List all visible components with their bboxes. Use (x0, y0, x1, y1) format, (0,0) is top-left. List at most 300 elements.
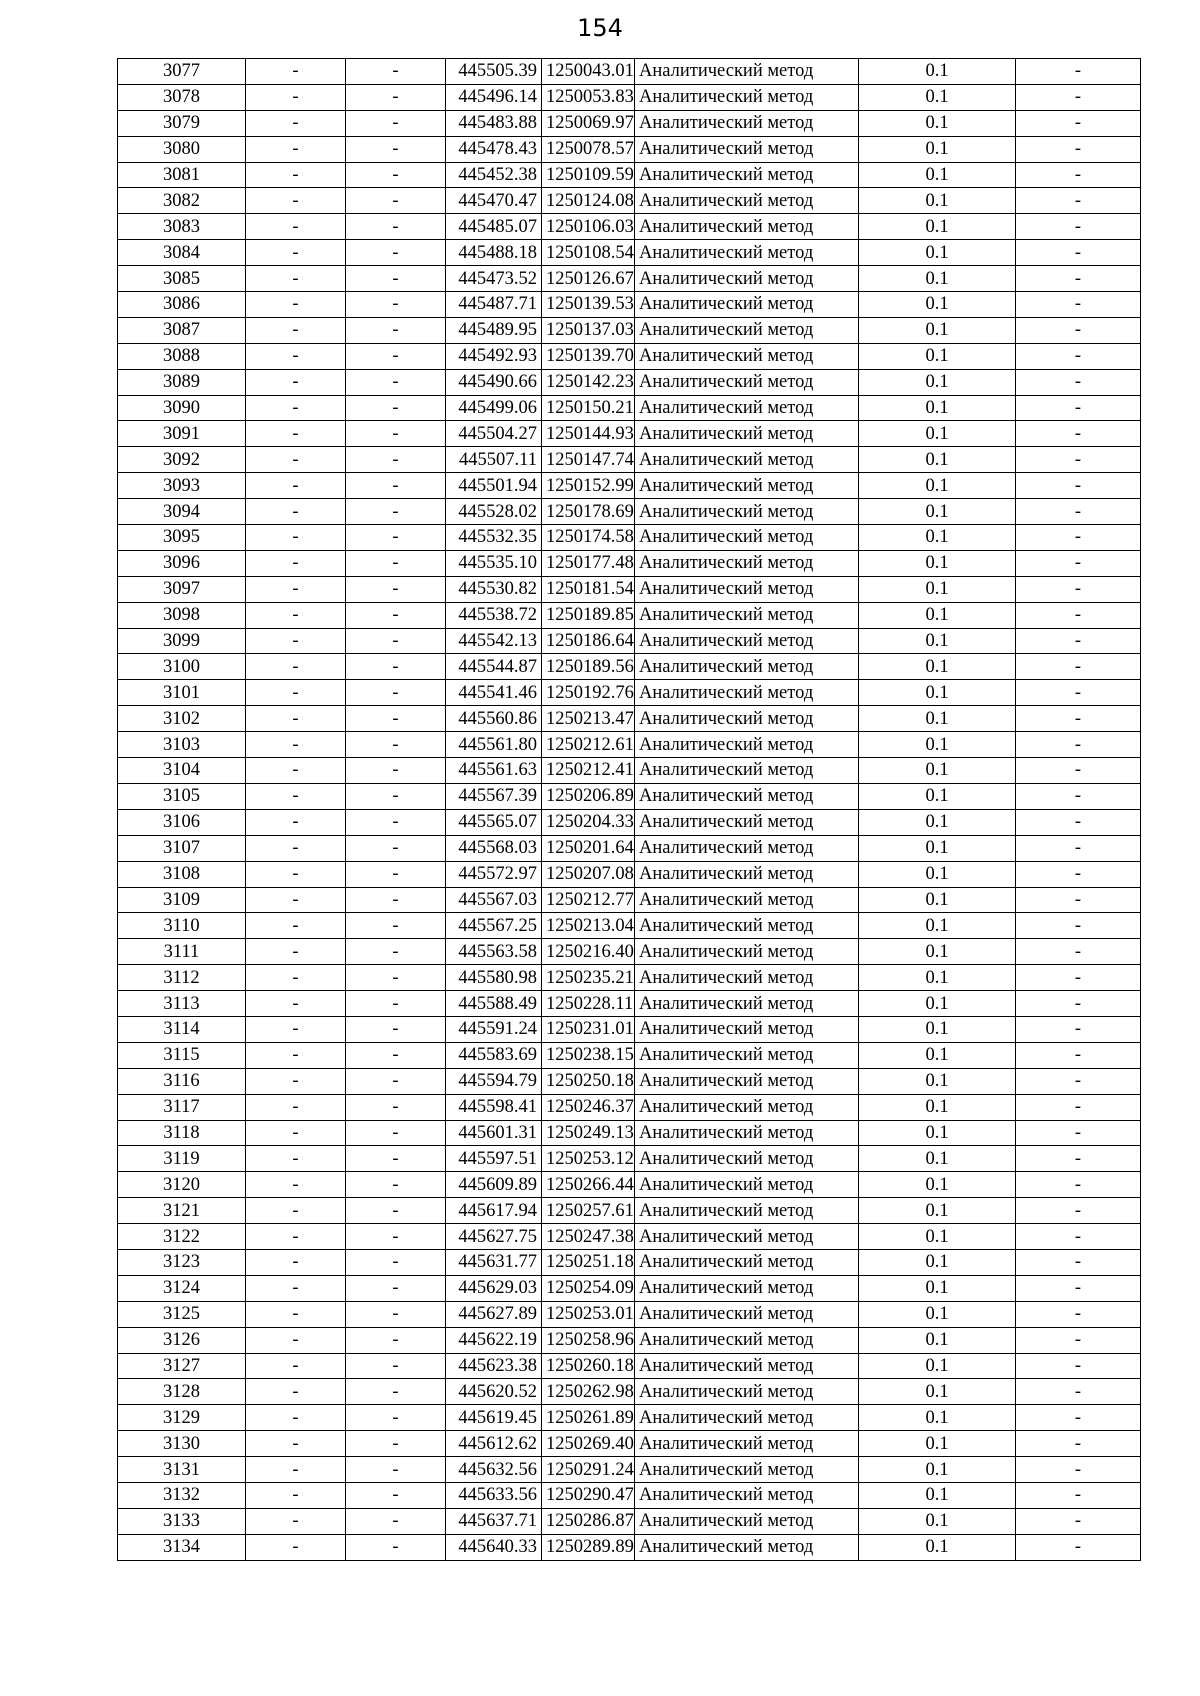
point-number-cell: 3125 (118, 1301, 246, 1327)
y-coordinate-cell: 1250201.64 (542, 835, 635, 861)
y-coordinate-cell: 1250290.47 (542, 1482, 635, 1508)
point-number-cell: 3128 (118, 1379, 246, 1405)
y-coordinate-cell: 1250212.41 (542, 758, 635, 784)
col-2-cell: - (246, 628, 346, 654)
col-3-cell: - (346, 395, 446, 421)
accuracy-cell: 0.1 (859, 809, 1016, 835)
col-8-cell: - (1016, 1146, 1141, 1172)
table-row (118, 1120, 1141, 1146)
accuracy-cell: 0.1 (859, 1301, 1016, 1327)
y-coordinate-cell: 1250261.89 (542, 1405, 635, 1431)
method-cell: Аналитический метод (635, 1379, 859, 1405)
col-2-cell: - (246, 1120, 346, 1146)
method-cell: Аналитический метод (635, 188, 859, 214)
table-row (118, 317, 1141, 343)
x-coordinate-cell: 445598.41 (446, 1094, 542, 1120)
x-coordinate-cell: 445489.95 (446, 317, 542, 343)
method-cell: Аналитический метод (635, 369, 859, 395)
y-coordinate-cell: 1250247.38 (542, 1224, 635, 1250)
col-2-cell: - (246, 421, 346, 447)
col-2-cell: - (246, 809, 346, 835)
table-row (118, 758, 1141, 784)
accuracy-cell: 0.1 (859, 136, 1016, 162)
y-coordinate-cell: 1250289.89 (542, 1534, 635, 1560)
x-coordinate-cell: 445591.24 (446, 1016, 542, 1042)
col-3-cell: - (346, 1094, 446, 1120)
accuracy-cell: 0.1 (859, 473, 1016, 499)
point-number-cell: 3079 (118, 110, 246, 136)
table-row (118, 991, 1141, 1017)
point-number-cell: 3088 (118, 343, 246, 369)
y-coordinate-cell: 1250124.08 (542, 188, 635, 214)
table-row (118, 1353, 1141, 1379)
point-number-cell: 3123 (118, 1249, 246, 1275)
accuracy-cell: 0.1 (859, 861, 1016, 887)
y-coordinate-cell: 1250216.40 (542, 939, 635, 965)
method-cell: Аналитический метод (635, 266, 859, 292)
method-cell: Аналитический метод (635, 84, 859, 110)
method-cell: Аналитический метод (635, 1534, 859, 1560)
y-coordinate-cell: 1250260.18 (542, 1353, 635, 1379)
x-coordinate-cell: 445561.80 (446, 732, 542, 758)
col-8-cell: - (1016, 499, 1141, 525)
method-cell: Аналитический метод (635, 939, 859, 965)
y-coordinate-cell: 1250253.01 (542, 1301, 635, 1327)
table-row (118, 680, 1141, 706)
accuracy-cell: 0.1 (859, 991, 1016, 1017)
col-3-cell: - (346, 680, 446, 706)
col-3-cell: - (346, 939, 446, 965)
accuracy-cell: 0.1 (859, 1457, 1016, 1483)
col-8-cell: - (1016, 1301, 1141, 1327)
x-coordinate-cell: 445627.75 (446, 1224, 542, 1250)
point-number-cell: 3085 (118, 266, 246, 292)
table-row (118, 84, 1141, 110)
page-number: 154 (577, 14, 623, 42)
method-cell: Аналитический метод (635, 550, 859, 576)
col-2-cell: - (246, 732, 346, 758)
col-2-cell: - (246, 240, 346, 266)
x-coordinate-cell: 445572.97 (446, 861, 542, 887)
point-number-cell: 3098 (118, 602, 246, 628)
accuracy-cell: 0.1 (859, 84, 1016, 110)
point-number-cell: 3099 (118, 628, 246, 654)
y-coordinate-cell: 1250144.93 (542, 421, 635, 447)
point-number-cell: 3127 (118, 1353, 246, 1379)
method-cell: Аналитический метод (635, 1482, 859, 1508)
x-coordinate-cell: 445452.38 (446, 162, 542, 188)
col-8-cell: - (1016, 783, 1141, 809)
table-row (118, 292, 1141, 318)
accuracy-cell: 0.1 (859, 1353, 1016, 1379)
method-cell: Аналитический метод (635, 732, 859, 758)
method-cell: Аналитический метод (635, 110, 859, 136)
table-row (118, 550, 1141, 576)
method-cell: Аналитический метод (635, 1327, 859, 1353)
point-number-cell: 3094 (118, 499, 246, 525)
col-8-cell: - (1016, 1534, 1141, 1560)
col-2-cell: - (246, 317, 346, 343)
point-number-cell: 3116 (118, 1068, 246, 1094)
col-2-cell: - (246, 1016, 346, 1042)
y-coordinate-cell: 1250069.97 (542, 110, 635, 136)
col-2-cell: - (246, 1534, 346, 1560)
point-number-cell: 3091 (118, 421, 246, 447)
method-cell: Аналитический метод (635, 421, 859, 447)
x-coordinate-cell: 445637.71 (446, 1508, 542, 1534)
y-coordinate-cell: 1250213.47 (542, 706, 635, 732)
method-cell: Аналитический метод (635, 680, 859, 706)
y-coordinate-cell: 1250251.18 (542, 1249, 635, 1275)
x-coordinate-cell: 445609.89 (446, 1172, 542, 1198)
col-8-cell: - (1016, 1275, 1141, 1301)
y-coordinate-cell: 1250246.37 (542, 1094, 635, 1120)
point-number-cell: 3090 (118, 395, 246, 421)
x-coordinate-cell: 445542.13 (446, 628, 542, 654)
col-8-cell: - (1016, 732, 1141, 758)
method-cell: Аналитический метод (635, 991, 859, 1017)
accuracy-cell: 0.1 (859, 654, 1016, 680)
table-row (118, 421, 1141, 447)
col-3-cell: - (346, 1379, 446, 1405)
point-number-cell: 3132 (118, 1482, 246, 1508)
col-8-cell: - (1016, 1198, 1141, 1224)
col-3-cell: - (346, 1198, 446, 1224)
method-cell: Аналитический метод (635, 1094, 859, 1120)
point-number-cell: 3081 (118, 162, 246, 188)
col-2-cell: - (246, 84, 346, 110)
method-cell: Аналитический метод (635, 214, 859, 240)
point-number-cell: 3107 (118, 835, 246, 861)
x-coordinate-cell: 445560.86 (446, 706, 542, 732)
point-number-cell: 3131 (118, 1457, 246, 1483)
col-8-cell: - (1016, 654, 1141, 680)
y-coordinate-cell: 1250213.04 (542, 913, 635, 939)
col-3-cell: - (346, 499, 446, 525)
col-2-cell: - (246, 1094, 346, 1120)
method-cell: Аналитический метод (635, 1405, 859, 1431)
x-coordinate-cell: 445505.39 (446, 59, 542, 85)
y-coordinate-cell: 1250137.03 (542, 317, 635, 343)
x-coordinate-cell: 445528.02 (446, 499, 542, 525)
y-coordinate-cell: 1250043.01 (542, 59, 635, 85)
col-3-cell: - (346, 1327, 446, 1353)
col-2-cell: - (246, 266, 346, 292)
col-2-cell: - (246, 369, 346, 395)
y-coordinate-cell: 1250249.13 (542, 1120, 635, 1146)
method-cell: Аналитический метод (635, 758, 859, 784)
accuracy-cell: 0.1 (859, 499, 1016, 525)
table-row (118, 343, 1141, 369)
col-2-cell: - (246, 525, 346, 551)
point-number-cell: 3084 (118, 240, 246, 266)
col-2-cell: - (246, 1405, 346, 1431)
point-number-cell: 3093 (118, 473, 246, 499)
col-8-cell: - (1016, 292, 1141, 318)
table-row (118, 1094, 1141, 1120)
method-cell: Аналитический метод (635, 628, 859, 654)
method-cell: Аналитический метод (635, 1508, 859, 1534)
table-row (118, 447, 1141, 473)
x-coordinate-cell: 445617.94 (446, 1198, 542, 1224)
col-2-cell: - (246, 913, 346, 939)
point-number-cell: 3109 (118, 887, 246, 913)
table-body (118, 59, 1141, 1561)
col-2-cell: - (246, 1146, 346, 1172)
col-3-cell: - (346, 965, 446, 991)
point-number-cell: 3110 (118, 913, 246, 939)
x-coordinate-cell: 445492.93 (446, 343, 542, 369)
y-coordinate-cell: 1250126.67 (542, 266, 635, 292)
col-8-cell: - (1016, 1431, 1141, 1457)
x-coordinate-cell: 445532.35 (446, 525, 542, 551)
col-8-cell: - (1016, 473, 1141, 499)
point-number-cell: 3086 (118, 292, 246, 318)
table-row (118, 1379, 1141, 1405)
col-3-cell: - (346, 525, 446, 551)
y-coordinate-cell: 1250212.77 (542, 887, 635, 913)
x-coordinate-cell: 445631.77 (446, 1249, 542, 1275)
col-8-cell: - (1016, 706, 1141, 732)
col-8-cell: - (1016, 188, 1141, 214)
method-cell: Аналитический метод (635, 965, 859, 991)
y-coordinate-cell: 1250207.08 (542, 861, 635, 887)
table-row (118, 1068, 1141, 1094)
x-coordinate-cell: 445487.71 (446, 292, 542, 318)
y-coordinate-cell: 1250147.74 (542, 447, 635, 473)
col-2-cell: - (246, 1327, 346, 1353)
col-2-cell: - (246, 576, 346, 602)
col-2-cell: - (246, 783, 346, 809)
method-cell: Аналитический метод (635, 1198, 859, 1224)
point-number-cell: 3097 (118, 576, 246, 602)
x-coordinate-cell: 445565.07 (446, 809, 542, 835)
col-3-cell: - (346, 369, 446, 395)
col-3-cell: - (346, 1042, 446, 1068)
col-3-cell: - (346, 1534, 446, 1560)
method-cell: Аналитический метод (635, 1146, 859, 1172)
accuracy-cell: 0.1 (859, 680, 1016, 706)
accuracy-cell: 0.1 (859, 395, 1016, 421)
col-3-cell: - (346, 1120, 446, 1146)
accuracy-cell: 0.1 (859, 214, 1016, 240)
col-8-cell: - (1016, 214, 1141, 240)
col-8-cell: - (1016, 1457, 1141, 1483)
table-row (118, 1457, 1141, 1483)
col-8-cell: - (1016, 1482, 1141, 1508)
x-coordinate-cell: 445544.87 (446, 654, 542, 680)
col-2-cell: - (246, 499, 346, 525)
col-2-cell: - (246, 1068, 346, 1094)
table-row (118, 1249, 1141, 1275)
table-row (118, 162, 1141, 188)
method-cell: Аналитический метод (635, 240, 859, 266)
table-row (118, 499, 1141, 525)
method-cell: Аналитический метод (635, 447, 859, 473)
x-coordinate-cell: 445601.31 (446, 1120, 542, 1146)
accuracy-cell: 0.1 (859, 1224, 1016, 1250)
accuracy-cell: 0.1 (859, 1146, 1016, 1172)
col-8-cell: - (1016, 1327, 1141, 1353)
point-number-cell: 3126 (118, 1327, 246, 1353)
col-2-cell: - (246, 1275, 346, 1301)
point-number-cell: 3113 (118, 991, 246, 1017)
accuracy-cell: 0.1 (859, 732, 1016, 758)
col-8-cell: - (1016, 809, 1141, 835)
col-3-cell: - (346, 473, 446, 499)
table-row (118, 1508, 1141, 1534)
y-coordinate-cell: 1250053.83 (542, 84, 635, 110)
col-8-cell: - (1016, 965, 1141, 991)
method-cell: Аналитический метод (635, 1301, 859, 1327)
accuracy-cell: 0.1 (859, 1431, 1016, 1457)
method-cell: Аналитический метод (635, 1172, 859, 1198)
accuracy-cell: 0.1 (859, 576, 1016, 602)
accuracy-cell: 0.1 (859, 240, 1016, 266)
table-row (118, 1198, 1141, 1224)
table-row (118, 706, 1141, 732)
x-coordinate-cell: 445619.45 (446, 1405, 542, 1431)
col-2-cell: - (246, 861, 346, 887)
accuracy-cell: 0.1 (859, 162, 1016, 188)
col-8-cell: - (1016, 835, 1141, 861)
x-coordinate-cell: 445538.72 (446, 602, 542, 628)
col-3-cell: - (346, 628, 446, 654)
col-3-cell: - (346, 783, 446, 809)
col-2-cell: - (246, 1431, 346, 1457)
point-number-cell: 3118 (118, 1120, 246, 1146)
x-coordinate-cell: 445567.25 (446, 913, 542, 939)
method-cell: Аналитический метод (635, 1249, 859, 1275)
col-3-cell: - (346, 1508, 446, 1534)
x-coordinate-cell: 445594.79 (446, 1068, 542, 1094)
col-8-cell: - (1016, 525, 1141, 551)
col-8-cell: - (1016, 939, 1141, 965)
col-3-cell: - (346, 317, 446, 343)
x-coordinate-cell: 445563.58 (446, 939, 542, 965)
table-row (118, 732, 1141, 758)
y-coordinate-cell: 1250078.57 (542, 136, 635, 162)
point-number-cell: 3129 (118, 1405, 246, 1431)
x-coordinate-cell: 445568.03 (446, 835, 542, 861)
col-2-cell: - (246, 835, 346, 861)
point-number-cell: 3106 (118, 809, 246, 835)
x-coordinate-cell: 445483.88 (446, 110, 542, 136)
col-3-cell: - (346, 732, 446, 758)
col-3-cell: - (346, 59, 446, 85)
point-number-cell: 3130 (118, 1431, 246, 1457)
col-3-cell: - (346, 188, 446, 214)
col-3-cell: - (346, 1431, 446, 1457)
table-row (118, 1224, 1141, 1250)
col-2-cell: - (246, 136, 346, 162)
point-number-cell: 3119 (118, 1146, 246, 1172)
accuracy-cell: 0.1 (859, 1327, 1016, 1353)
col-3-cell: - (346, 1249, 446, 1275)
accuracy-cell: 0.1 (859, 835, 1016, 861)
col-3-cell: - (346, 1016, 446, 1042)
table-row (118, 1301, 1141, 1327)
col-2-cell: - (246, 1353, 346, 1379)
method-cell: Аналитический метод (635, 654, 859, 680)
accuracy-cell: 0.1 (859, 292, 1016, 318)
col-8-cell: - (1016, 240, 1141, 266)
y-coordinate-cell: 1250189.85 (542, 602, 635, 628)
y-coordinate-cell: 1250152.99 (542, 473, 635, 499)
y-coordinate-cell: 1250186.64 (542, 628, 635, 654)
col-3-cell: - (346, 576, 446, 602)
point-number-cell: 3134 (118, 1534, 246, 1560)
col-3-cell: - (346, 292, 446, 318)
method-cell: Аналитический метод (635, 602, 859, 628)
x-coordinate-cell: 445541.46 (446, 680, 542, 706)
x-coordinate-cell: 445588.49 (446, 991, 542, 1017)
method-cell: Аналитический метод (635, 809, 859, 835)
y-coordinate-cell: 1250178.69 (542, 499, 635, 525)
x-coordinate-cell: 445583.69 (446, 1042, 542, 1068)
x-coordinate-cell: 445499.06 (446, 395, 542, 421)
accuracy-cell: 0.1 (859, 59, 1016, 85)
col-3-cell: - (346, 991, 446, 1017)
y-coordinate-cell: 1250235.21 (542, 965, 635, 991)
table-row (118, 835, 1141, 861)
col-2-cell: - (246, 602, 346, 628)
y-coordinate-cell: 1250250.18 (542, 1068, 635, 1094)
col-2-cell: - (246, 758, 346, 784)
y-coordinate-cell: 1250150.21 (542, 395, 635, 421)
accuracy-cell: 0.1 (859, 1249, 1016, 1275)
accuracy-cell: 0.1 (859, 188, 1016, 214)
col-3-cell: - (346, 447, 446, 473)
accuracy-cell: 0.1 (859, 1275, 1016, 1301)
col-3-cell: - (346, 861, 446, 887)
point-number-cell: 3105 (118, 783, 246, 809)
table-row (118, 266, 1141, 292)
x-coordinate-cell: 445496.14 (446, 84, 542, 110)
point-number-cell: 3096 (118, 550, 246, 576)
method-cell: Аналитический метод (635, 576, 859, 602)
col-8-cell: - (1016, 395, 1141, 421)
accuracy-cell: 0.1 (859, 1379, 1016, 1405)
accuracy-cell: 0.1 (859, 550, 1016, 576)
method-cell: Аналитический метод (635, 887, 859, 913)
method-cell: Аналитический метод (635, 706, 859, 732)
method-cell: Аналитический метод (635, 1353, 859, 1379)
y-coordinate-cell: 1250269.40 (542, 1431, 635, 1457)
col-8-cell: - (1016, 266, 1141, 292)
col-8-cell: - (1016, 887, 1141, 913)
col-3-cell: - (346, 84, 446, 110)
x-coordinate-cell: 445567.03 (446, 887, 542, 913)
col-3-cell: - (346, 1301, 446, 1327)
x-coordinate-cell: 445597.51 (446, 1146, 542, 1172)
method-cell: Аналитический метод (635, 1016, 859, 1042)
col-2-cell: - (246, 447, 346, 473)
col-2-cell: - (246, 1198, 346, 1224)
x-coordinate-cell: 445623.38 (446, 1353, 542, 1379)
x-coordinate-cell: 445504.27 (446, 421, 542, 447)
col-8-cell: - (1016, 1068, 1141, 1094)
x-coordinate-cell: 445567.39 (446, 783, 542, 809)
method-cell: Аналитический метод (635, 59, 859, 85)
accuracy-cell: 0.1 (859, 887, 1016, 913)
col-3-cell: - (346, 835, 446, 861)
y-coordinate-cell: 1250192.76 (542, 680, 635, 706)
table-row (118, 602, 1141, 628)
accuracy-cell: 0.1 (859, 758, 1016, 784)
col-2-cell: - (246, 680, 346, 706)
col-3-cell: - (346, 1146, 446, 1172)
